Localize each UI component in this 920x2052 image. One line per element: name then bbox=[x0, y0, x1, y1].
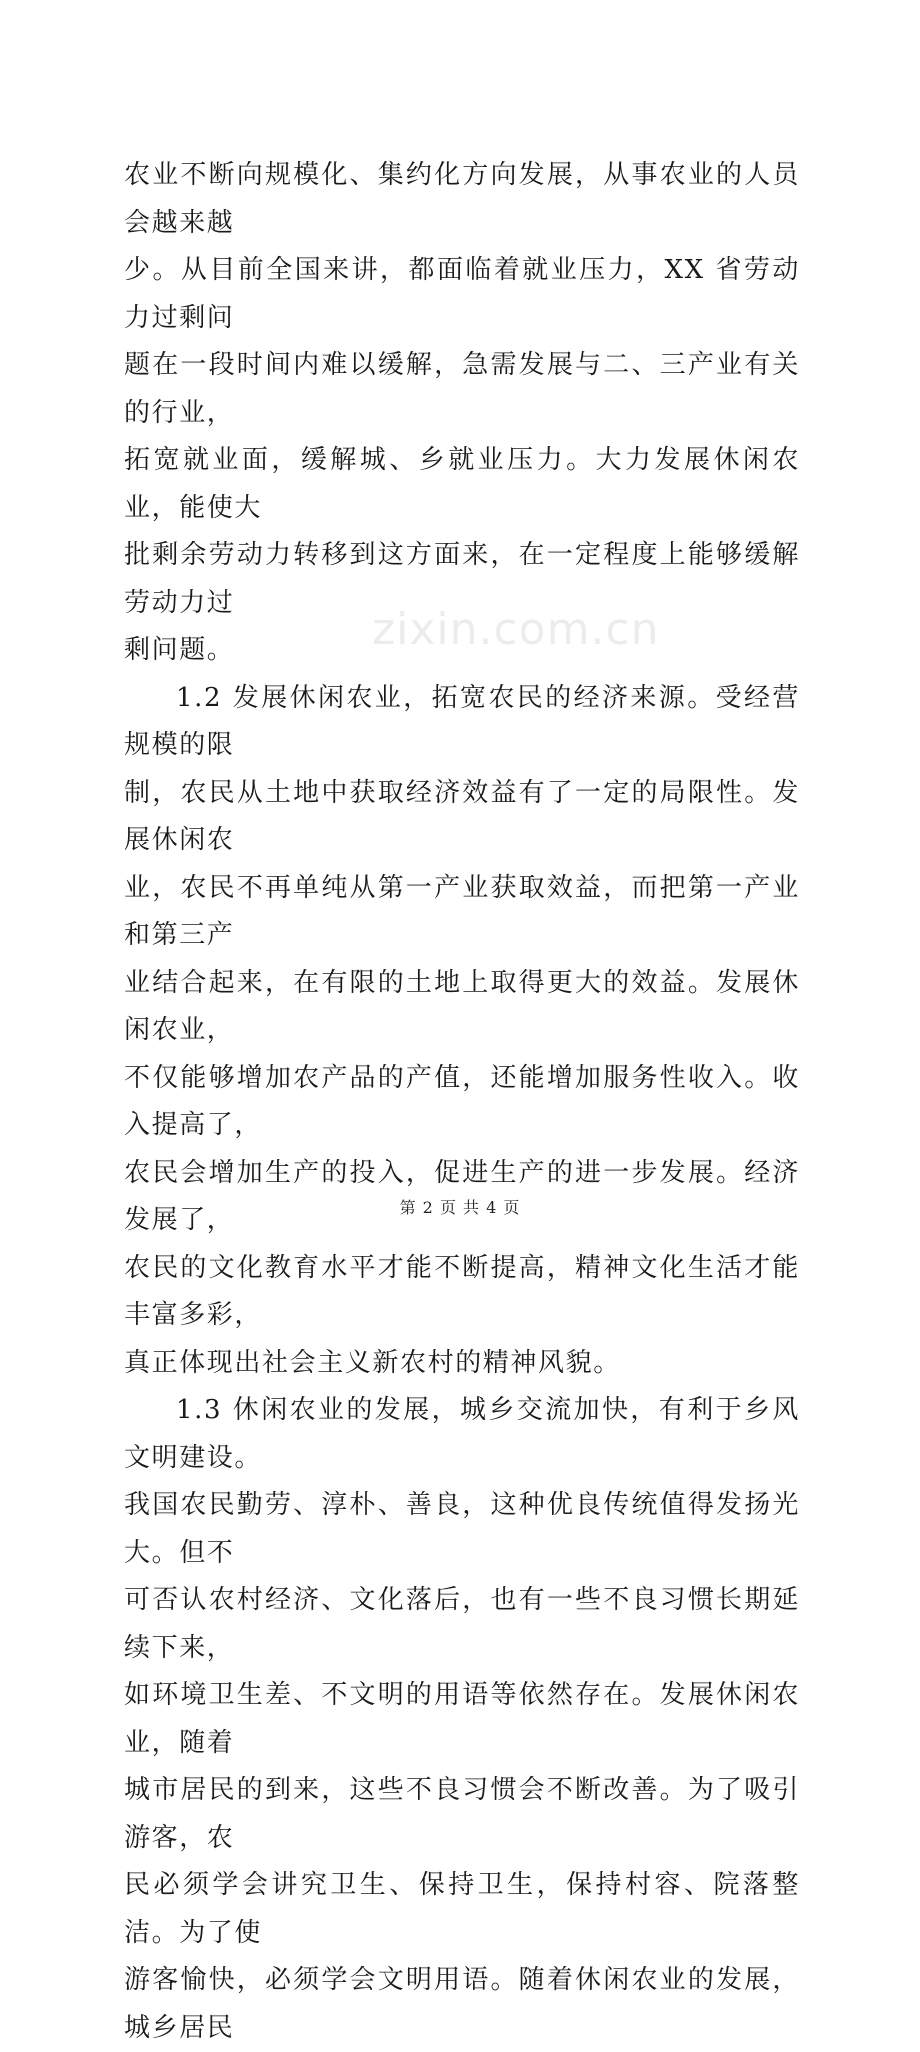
paragraph-3: 1.3 休闲农业的发展，城乡交流加快，有利于乡风文明建设。 我国农民勤劳、淳朴、善良，这种优良传统值得发扬光大。但不 可否认农村经济、文化落后，也有一些不良习惯长期延续下来， 如环境卫生差、不文明的用语等依然存在。发展休闲农业，随着 城市居民的到来，这些不良习惯会不断改善。为了吸引游客，农 民必须学会讲究卫生、保持卫生，保持村容、院落整洁。为了使 游客愉快，必须学会文明用语。随着休闲农业的发展，城乡居民 bbox=[124, 1395, 800, 2043]
watermark: zixin.com.cn bbox=[372, 604, 660, 655]
paragraph-1: 农业不断向规模化、集约化方向发展，从事农业的人员会越来越 少。从目前全国来讲，都面临着就业压力，XX 省劳动力过剩问 题在一段时间内难以缓解，急需发展与二、三产业有关的行业， 拓宽就业面，缓解城、乡就业压力。大力发展休闲农业，能使大 批剩余劳动力转移到这方面来，在一定程度上能够缓解劳动力过 剩问题。 bbox=[124, 160, 800, 665]
document-body bbox=[124, 152, 800, 2052]
paragraph-2: 1.2 发展休闲农业，拓宽农民的经济来源。受经营规模的限 制，农民从土地中获取经济效益有了一定的局限性。发展休闲农 业，农民不再单纯从第一产业获取效益，而把第一产业和第三产 业结合起来，在有限的土地上取得更大的效益。发展休闲农业， 不仅能够增加农产品的产值，还能增加服务性收入。收入提高了， 农民会增加生产的投入，促进生产的进一步发展。经济发展了， 农民的文化教育水平才能不断提高，精神文化生活才能丰富多彩， 真正体现出社会主义新农村的精神风貌。 bbox=[124, 682, 800, 1378]
page-number-footer: 第 2 页 共 4 页 bbox=[399, 1198, 521, 1217]
